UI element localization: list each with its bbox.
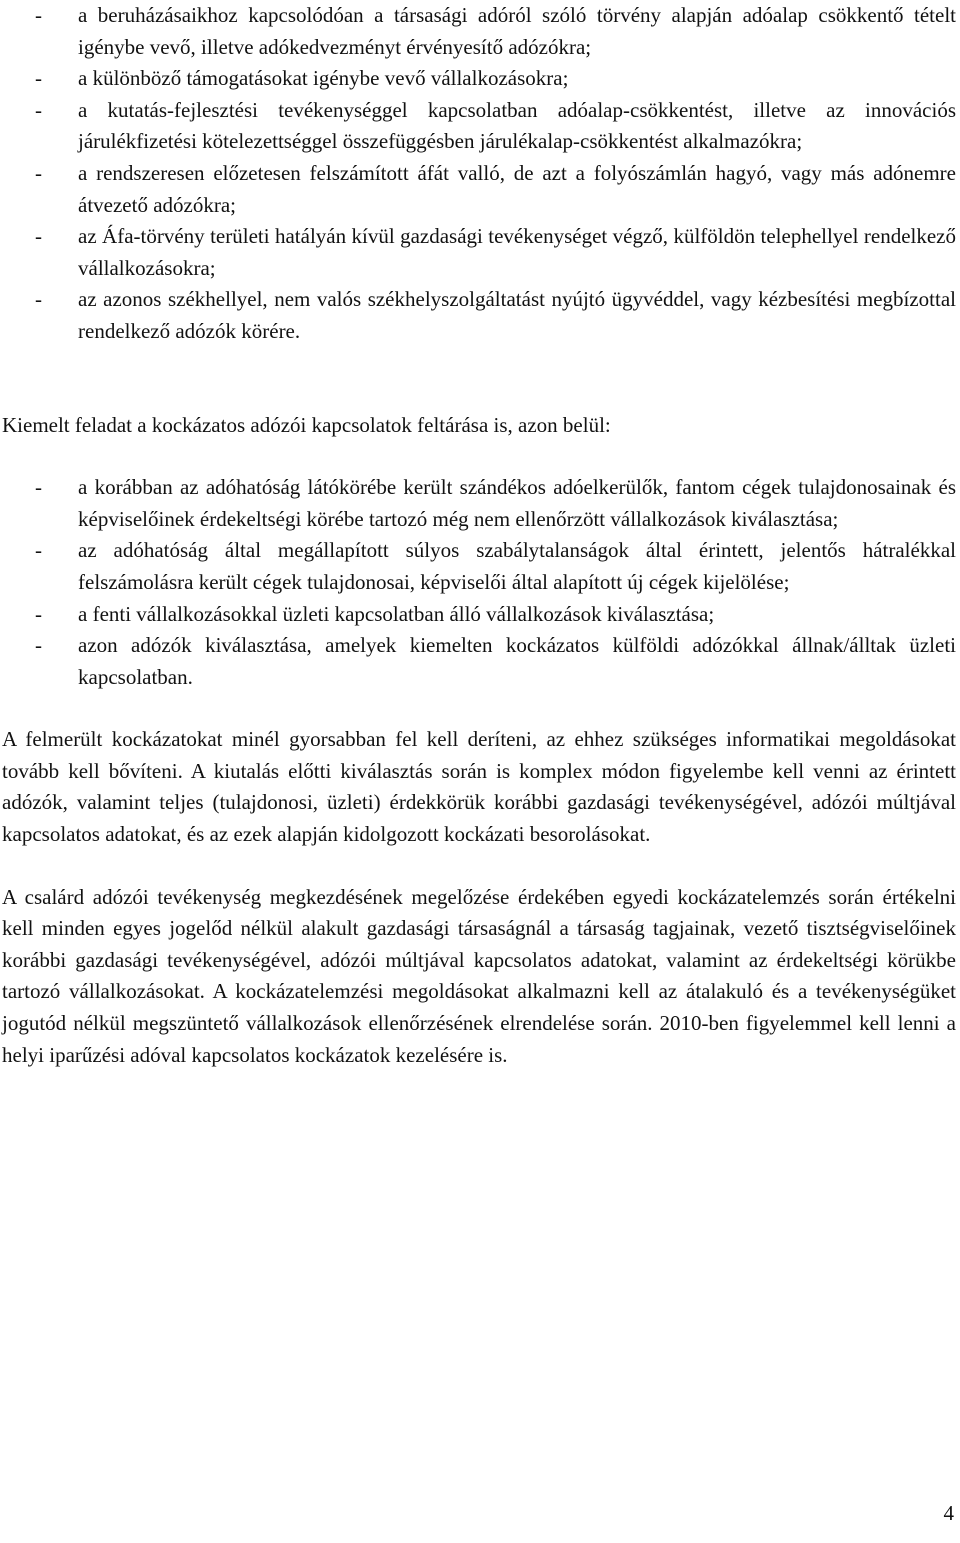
- risk-list-1: [2, 0, 956, 348]
- body-paragraph: A felmerült kockázatokat minél gyorsabban fel kell deríteni, az ehhez szükséges informatikai megoldásokat tovább kell bővíteni. A kiutalás előtti kiválasztás során is komplex módon figyelembe kell venni az érintett adózók, valamint teljes (tulajdonosi, üzleti) érdekkörük korábbi gazdasági tevékenységével, adózói múltjával kapcsolatos adatokat, és az ezek alapján kidolgozott kockázati besorolásokat.: [2, 727, 956, 847]
- list-item-text: a kutatás-fejlesztési tevékenységgel kapcsolatban adóalap-csökkentést, illetve az innovációs járulékfizetési kötelezettséggel összefüggésben járulékalap-csökkentést alkalmazókra;: [78, 97, 956, 154]
- list-item-text: a különböző támogatásokat igénybe vevő vállalkozásokra;: [78, 66, 569, 91]
- list-item-text: azon adózók kiválasztása, amelyek kiemelten kockázatos külföldi adózókkal állnak/álltak üzleti kapcsolatban.: [78, 633, 956, 689]
- list-dash: -: [35, 538, 42, 563]
- list-dash: -: [35, 475, 42, 500]
- list-item-text: az Áfa-törvény területi hatályán kívül gazdasági tevékenységet végző, külföldön telephellyel rendelkező vállalkozásokra;: [78, 224, 956, 280]
- list-item: [2, 472, 956, 535]
- document-page: [2, 0, 956, 1071]
- risk-list-2: [2, 472, 956, 693]
- list-item-text: az azonos székhellyel, nem valós székhelyszolgáltatást nyújtó ügyvéddel, vagy kézbesítési megbízottal rendelkező adózók körére.: [78, 287, 956, 343]
- list-item: [2, 0, 956, 63]
- list-item: [2, 158, 956, 221]
- page-number: 4: [943, 1501, 954, 1525]
- list-dash: -: [35, 224, 42, 249]
- list-item: [2, 535, 956, 598]
- list-dash: -: [35, 601, 42, 626]
- list-item: [2, 284, 956, 347]
- list-dash: -: [35, 66, 42, 91]
- list-item: [2, 95, 956, 158]
- list-dash: -: [35, 3, 42, 27]
- list-dash: -: [35, 97, 42, 122]
- list-dash: -: [35, 287, 42, 312]
- list-dash: -: [35, 633, 42, 658]
- list-dash: -: [35, 160, 42, 185]
- list-item-text: a rendszeresen előzetesen felszámított áfát valló, de azt a folyószámlán hagyó, vagy más adónemre átvezető adózókra;: [78, 160, 956, 217]
- list-item-text: a fenti vállalkozásokkal üzleti kapcsolatban álló vállalkozások kiválasztása;: [78, 601, 715, 626]
- list-item: [2, 221, 956, 284]
- list-item-text: az adóhatóság által megállapított súlyos szabálytalanságok által érintett, jelentős hátralékkal felszámolásra került cégek tulajdonosai, képviselői által alapított új cégek kijelölése;: [78, 538, 956, 594]
- list-item: [2, 63, 956, 95]
- body-paragraph: A csalárd adózói tevékenység megkezdésének megelőzése érdekében egyedi kockázatelemzés során értékelni kell minden egyes jogelőd nélkül alakult gazdasági társaságnál a társaság tagjainak, vezető tisztségviselőinek korábbi gazdasági tevékenységével, adózói múltjával kapcsolatos adatokat, valamint az érdekeltségi körükbe tartozó vállalkozásokat. A kockázatelemzési megoldásokat alkalmazni kell az átalakuló és a tevékenységüket jogutód nélkül megszüntető vállalkozások ellenőrzésének elrendelése során. 2010-ben figyelemmel kell lenni a helyi iparűzési adóval kapcsolatos kockázatok kezelésére is.: [2, 884, 956, 1067]
- list-item-text: a korábban az adóhatóság látókörébe került szándékos adóelkerülők, fantom cégek tulajdonosainak és képviselőinek érdekeltségi körébe tartozó még nem ellenőrzött vállalkozások kiválasztása;: [78, 475, 956, 531]
- intro-paragraph: Kiemelt feladat a kockázatos adózói kapcsolatok feltárása is, azon belül:: [2, 412, 611, 437]
- list-item: [2, 599, 956, 631]
- list-item-text: a beruházásaikhoz kapcsolódóan a társasági adóról szóló törvény alapján adóalap csökkentő tételt igénybe vevő, illetve adókedvezményt érvényesítő adózókra;: [78, 3, 956, 59]
- list-item: [2, 630, 956, 693]
